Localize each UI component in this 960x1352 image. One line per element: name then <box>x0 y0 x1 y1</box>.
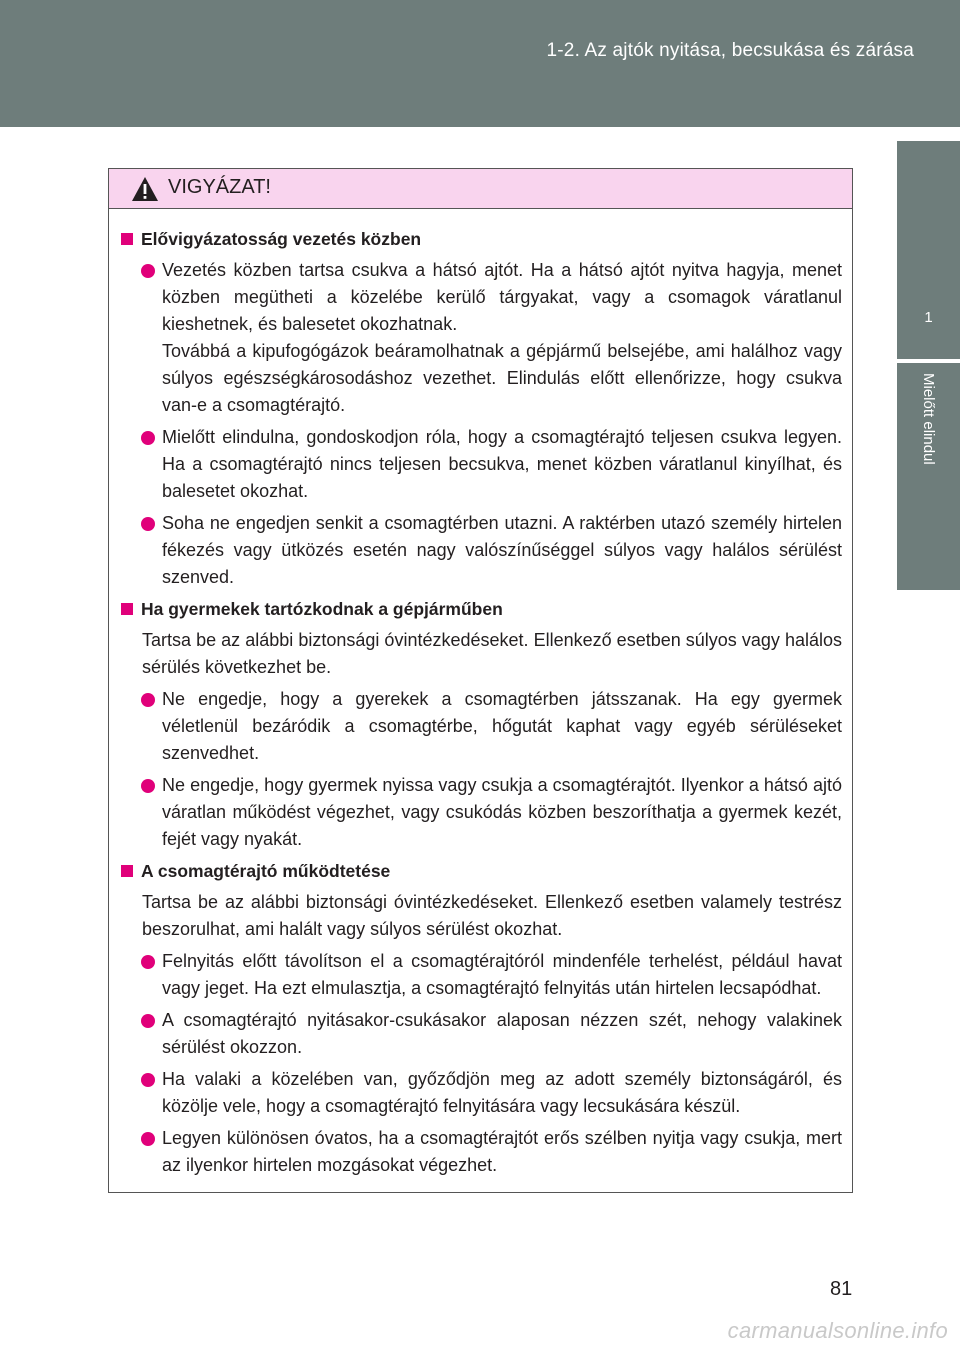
list-item-text: Ha valaki a közelében van, győződjön meg az adott személy biztonságáról, és közölje vele, hogy a csomagtérajtó felnyitására vagy lecsukására készül. <box>162 1069 842 1116</box>
section-intro: Tartsa be az alábbi biztonsági óvintézkedéseket. Ellenkező esetben valamely testrész beszorulhat, ami halált vagy súlyos sérülést okozhat. <box>142 892 842 939</box>
section-heading <box>121 226 842 253</box>
circle-bullet-icon <box>141 1014 155 1028</box>
list-item-text: Ne engedje, hogy gyermek nyissa vagy csukja a csomagtérajtót. Ilyenkor a hátsó ajtó váratlan működést végezhet, vagy csukódás közben beszoríthatja a gyermek kezét, fejét vagy nyakát. <box>162 775 842 849</box>
section-heading <box>121 596 842 623</box>
list-item-text: Soha ne engedjen senkit a csomagtérben utazni. A raktérben utazó személy hirtelen fékezés vagy ütközés esetén nagy valószínűséggel súlyos vagy halálos sérülést szenved. <box>162 513 842 587</box>
list-item-text: Vezetés közben tartsa csukva a hátsó ajtót. Ha a hátsó ajtót nyitva hagyja, menet közben megütheti a közelébe kerülő tárgyakat, vagy a csomagok váratlanul kieshetnek, és balesetet okozhatnak. <box>162 260 842 334</box>
list-item-text: Legyen különösen óvatos, ha a csomagtérajtót erős szélben nyitja vagy csukja, mert az ilyenkor hirtelen mozgásokat végezhet. <box>162 1128 842 1175</box>
header-bar <box>0 0 960 127</box>
circle-bullet-icon <box>141 779 155 793</box>
list-item <box>121 948 842 1002</box>
circle-bullet-icon <box>141 264 155 278</box>
warning-box <box>108 168 853 1193</box>
side-tab-label <box>897 363 960 590</box>
list-item <box>121 1125 842 1179</box>
chapter-title: 1-2. Az ajtók nyitása, becsukása és zárása <box>546 40 914 61</box>
section-intro: Tartsa be az alábbi biztonsági óvintézkedéseket. Ellenkező esetben súlyos vagy halálos sérülés következhet be. <box>142 630 842 677</box>
warning-title: VIGYÁZAT! <box>168 176 271 198</box>
list-item-text: Ne engedje, hogy a gyerekek a csomagtérben játsszanak. Ha egy gyermek véletlenül bezáródik a csomagtérbe, hőgutát kaphat vagy egyéb sérüléseket szenvedhet. <box>162 689 842 763</box>
side-tab-number <box>897 141 960 359</box>
square-bullet-icon <box>121 865 133 877</box>
section-heading-text: Elővigyázatosság vezetés közben <box>141 229 422 249</box>
circle-bullet-icon <box>141 693 155 707</box>
square-bullet-icon <box>121 233 133 245</box>
list-item <box>121 510 842 591</box>
section-heading <box>121 858 842 885</box>
circle-bullet-icon <box>141 1132 155 1146</box>
list-item-text: Mielőtt elindulna, gondoskodjon róla, hogy a csomagtérajtó teljesen csukva legyen. Ha a csomagtérajtó nincs teljesen becsukva, menet közben váratlanul kinyílhat, és balesetet okozhat. <box>162 427 842 501</box>
list-item-text: Felnyitás előtt távolítson el a csomagtérajtóról mindenféle terhelést, például havat vagy jeget. Ha ezt elmulasztja, a csomagtérajtó felnyitás után hirtelen lecsapódhat. <box>162 951 842 998</box>
warning-triangle-icon <box>131 176 159 202</box>
list-item-text: Továbbá a kipufogógázok beáramolhatnak a gépjármű belsejébe, ami halálhoz vagy súlyos egészségkárosodáshoz vezethet. Elindulás előtt ellenőrizze, hogy csukva van-e a csomagtérajtó. <box>162 341 842 415</box>
chapter-label: Mielőtt elindul <box>920 373 937 465</box>
section-heading-text: A csomagtérajtó működtetése <box>141 861 391 881</box>
list-item-text: A csomagtérajtó nyitásakor-csukásakor alaposan nézzen szét, nehogy valakinek sérülést okozzon. <box>162 1010 842 1057</box>
warning-body <box>109 209 852 1179</box>
chapter-number: 1 <box>924 309 933 326</box>
list-item <box>121 1066 842 1120</box>
page-number: 81 <box>830 1278 853 1300</box>
circle-bullet-icon <box>141 517 155 531</box>
list-item <box>121 686 842 767</box>
section-heading-text: Ha gyermekek tartózkodnak a gépjárműben <box>141 599 503 619</box>
warning-header <box>109 169 852 209</box>
watermark: carmanualsonline.info <box>727 1318 948 1343</box>
circle-bullet-icon <box>141 955 155 969</box>
list-item <box>121 772 842 853</box>
list-item <box>121 257 842 419</box>
circle-bullet-icon <box>141 1073 155 1087</box>
circle-bullet-icon <box>141 431 155 445</box>
list-item <box>121 424 842 505</box>
list-item <box>121 1007 842 1061</box>
square-bullet-icon <box>121 603 133 615</box>
